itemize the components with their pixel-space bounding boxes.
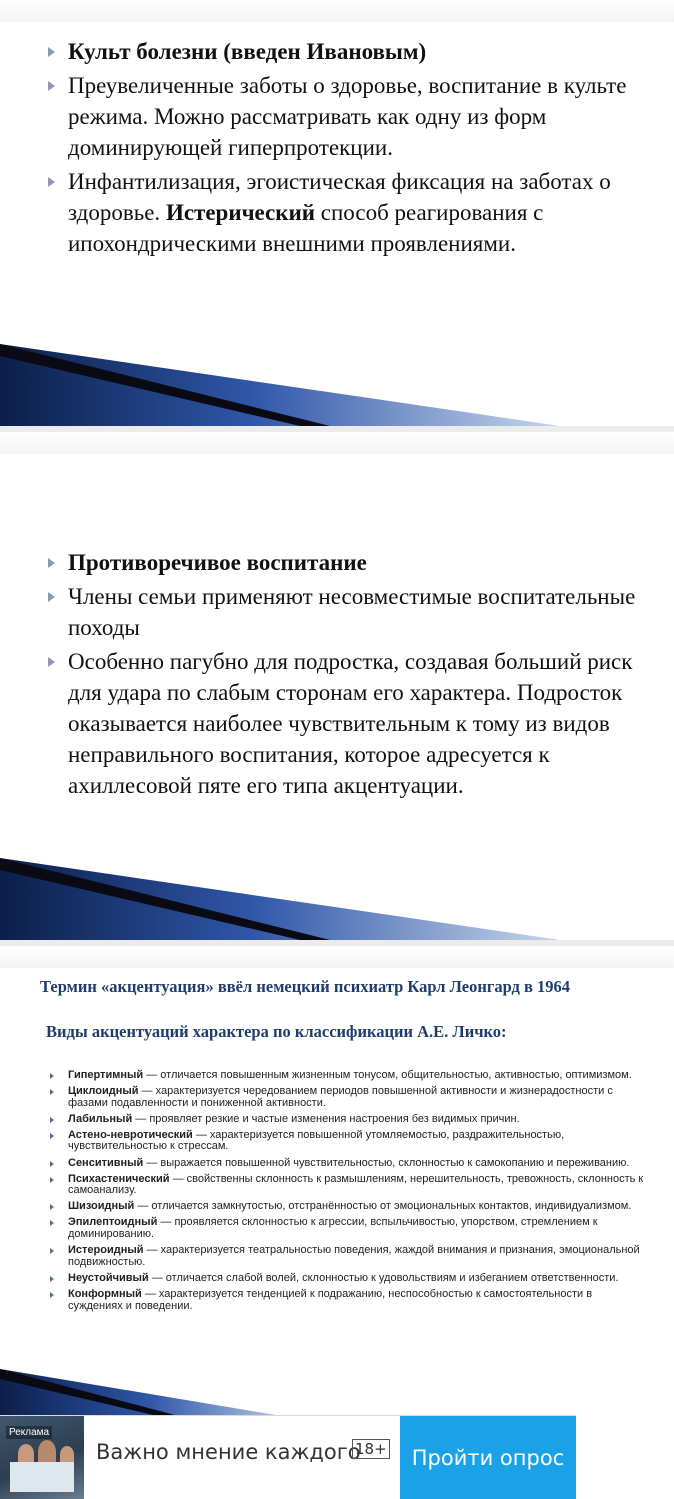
list-item (48, 1158, 644, 1170)
ad-screen-shape (10, 1462, 74, 1492)
bullet-text: Инфантилизация, эгоистическая фиксация на заботах о здоровье. (68, 169, 611, 225)
type-description: — отличается повышенным жизненным тонусом, общительностью, активностью, оптимизмом. (143, 1069, 632, 1081)
type-name: Циклоидный (68, 1085, 139, 1098)
ad-person-shape (38, 1440, 56, 1464)
bullet-arrow-icon (48, 657, 55, 667)
bullet-arrow-icon (50, 1292, 54, 1298)
slide-top-shadow (0, 946, 674, 968)
bullet-arrow-icon (48, 592, 55, 602)
list-item (48, 1289, 644, 1312)
slide-3-title: Термин «акцентуация» ввёл немецкий психиатр Карл Леонгард в 1964 (40, 977, 571, 996)
type-name: Сенситивный (68, 1156, 144, 1169)
list-item (48, 646, 646, 801)
list-item (48, 1245, 644, 1268)
bullet-arrow-icon (50, 1177, 54, 1183)
bullet-arrow-icon (50, 1248, 54, 1254)
list-item (48, 1070, 644, 1082)
slide-decoration-wedge (0, 336, 560, 426)
bullet-arrow-icon (48, 81, 55, 91)
ad-label: Реклама (6, 1426, 52, 1439)
ad-banner[interactable] (0, 1415, 576, 1499)
type-description: — характеризуется тенденцией к подражанию, неспособностью к самостоятельности в суждениях и поведении. (68, 1287, 593, 1312)
list-item (48, 547, 646, 578)
list-item (48, 1217, 644, 1240)
type-description: — проявляется склонностью к агрессии, вспыльчивостью, упорством, стремлением к доминированию. (68, 1216, 598, 1241)
bullet-text: Преувеличенные заботы о здоровье, воспитание в культе режима. Можно рассматривать как одну из форм доминирующей гиперпротекции. (68, 73, 627, 160)
list-item (48, 36, 646, 67)
bullet-arrow-icon (50, 1089, 54, 1095)
bullet-arrow-icon (50, 1073, 54, 1079)
list-item (48, 1130, 644, 1153)
list-item (48, 1273, 644, 1285)
type-description: — характеризуется чередованием периодов повышенной активности и жизнерадостности с фазами подавленности и пониженной активности. (68, 1085, 613, 1109)
type-description: — характеризуется повышенной утомляемостью, раздражительностью, чувствительностью к стрессам. (68, 1128, 565, 1153)
type-description: — проявляет резкие и частые изменения настроения без видимых причин. (132, 1112, 520, 1125)
slide-top-shadow (0, 0, 674, 22)
type-description: — отличается замкнутостью, отстранённостью от эмоциональных контактов, индивидуализмом. (134, 1200, 632, 1213)
list-item (48, 70, 646, 163)
type-name: Астено-невротический (68, 1128, 193, 1141)
bullet-text: Члены семьи применяют несовместимые воспитательные походы (68, 584, 636, 640)
type-name: Гипертимный (68, 1069, 144, 1081)
list-item (48, 581, 646, 643)
list-item (48, 1086, 644, 1109)
bullet-heading: Противоречивое воспитание (68, 550, 367, 575)
bullet-arrow-icon (50, 1220, 54, 1226)
take-survey-button[interactable]: Пройти опрос (400, 1416, 576, 1499)
ad-image[interactable] (0, 1416, 84, 1499)
accentuation-types-list (48, 1070, 644, 1317)
type-description: — характеризуется театральностью поведения, жаждой внимания и признания, эмоциональной подвижностью. (68, 1244, 640, 1268)
slide-3-subtitle: Виды акцентуаций характера по классификации А.Е. Личко: (46, 1022, 507, 1041)
type-name: Эпилептоидный (68, 1216, 158, 1229)
type-name: Истероидный (68, 1244, 144, 1257)
slide-decoration-wedge (0, 1359, 300, 1419)
bullet-arrow-icon (50, 1276, 54, 1282)
bullet-arrow-icon (50, 1161, 54, 1167)
slide-decoration-wedge (0, 850, 560, 940)
type-name: Лабильный (68, 1112, 133, 1125)
type-name: Конформный (68, 1287, 142, 1300)
type-description: — выражается повышенной чувствительностью, склонностью к самокопанию и переживанию. (143, 1156, 630, 1169)
list-item (48, 1174, 644, 1197)
bullet-arrow-icon (48, 47, 55, 57)
bullet-heading: Культ болезни (введен Ивановым) (68, 39, 427, 64)
type-description: — отличается слабой волей, склонностью к удовольствиям и избеганием ответственности. (148, 1271, 619, 1284)
bullet-arrow-icon (50, 1204, 54, 1210)
type-name: Психастенический (68, 1172, 170, 1185)
bullet-emphasis: Истерический (165, 200, 316, 225)
ad-person-shape (18, 1444, 34, 1464)
bullet-text: способ реагирования с ипохондрическими внешними проявлениями. (68, 200, 544, 256)
list-item (48, 166, 646, 259)
list-item (48, 1201, 644, 1213)
age-rating-badge: 18+ (352, 1439, 390, 1459)
slide-top-shadow (0, 432, 674, 454)
type-description: — свойственны склонность к размышлениям, нерешительность, тревожность, склонность к самоанализу. (68, 1172, 644, 1197)
slide-2-bullets (48, 547, 646, 804)
bullet-arrow-icon (50, 1117, 54, 1123)
bullet-arrow-icon (48, 558, 55, 568)
type-name: Неустойчивый (68, 1271, 149, 1284)
bullet-arrow-icon (48, 177, 55, 187)
ad-text[interactable]: Важно мнение каждого (96, 1440, 361, 1464)
list-item (48, 1114, 644, 1126)
bullet-arrow-icon (50, 1133, 54, 1139)
slide-1-bullets (48, 36, 646, 262)
bullet-text: Особенно пагубно для подростка, создавая больший риск для удара по слабым сторонам его характера. Подросток оказывается наиболее чувствительным к тому из видов неправильного воспитания, которое адресуется к ахиллесовой пяте его типа акцентуации. (68, 649, 633, 798)
type-name: Шизоидный (68, 1200, 135, 1213)
